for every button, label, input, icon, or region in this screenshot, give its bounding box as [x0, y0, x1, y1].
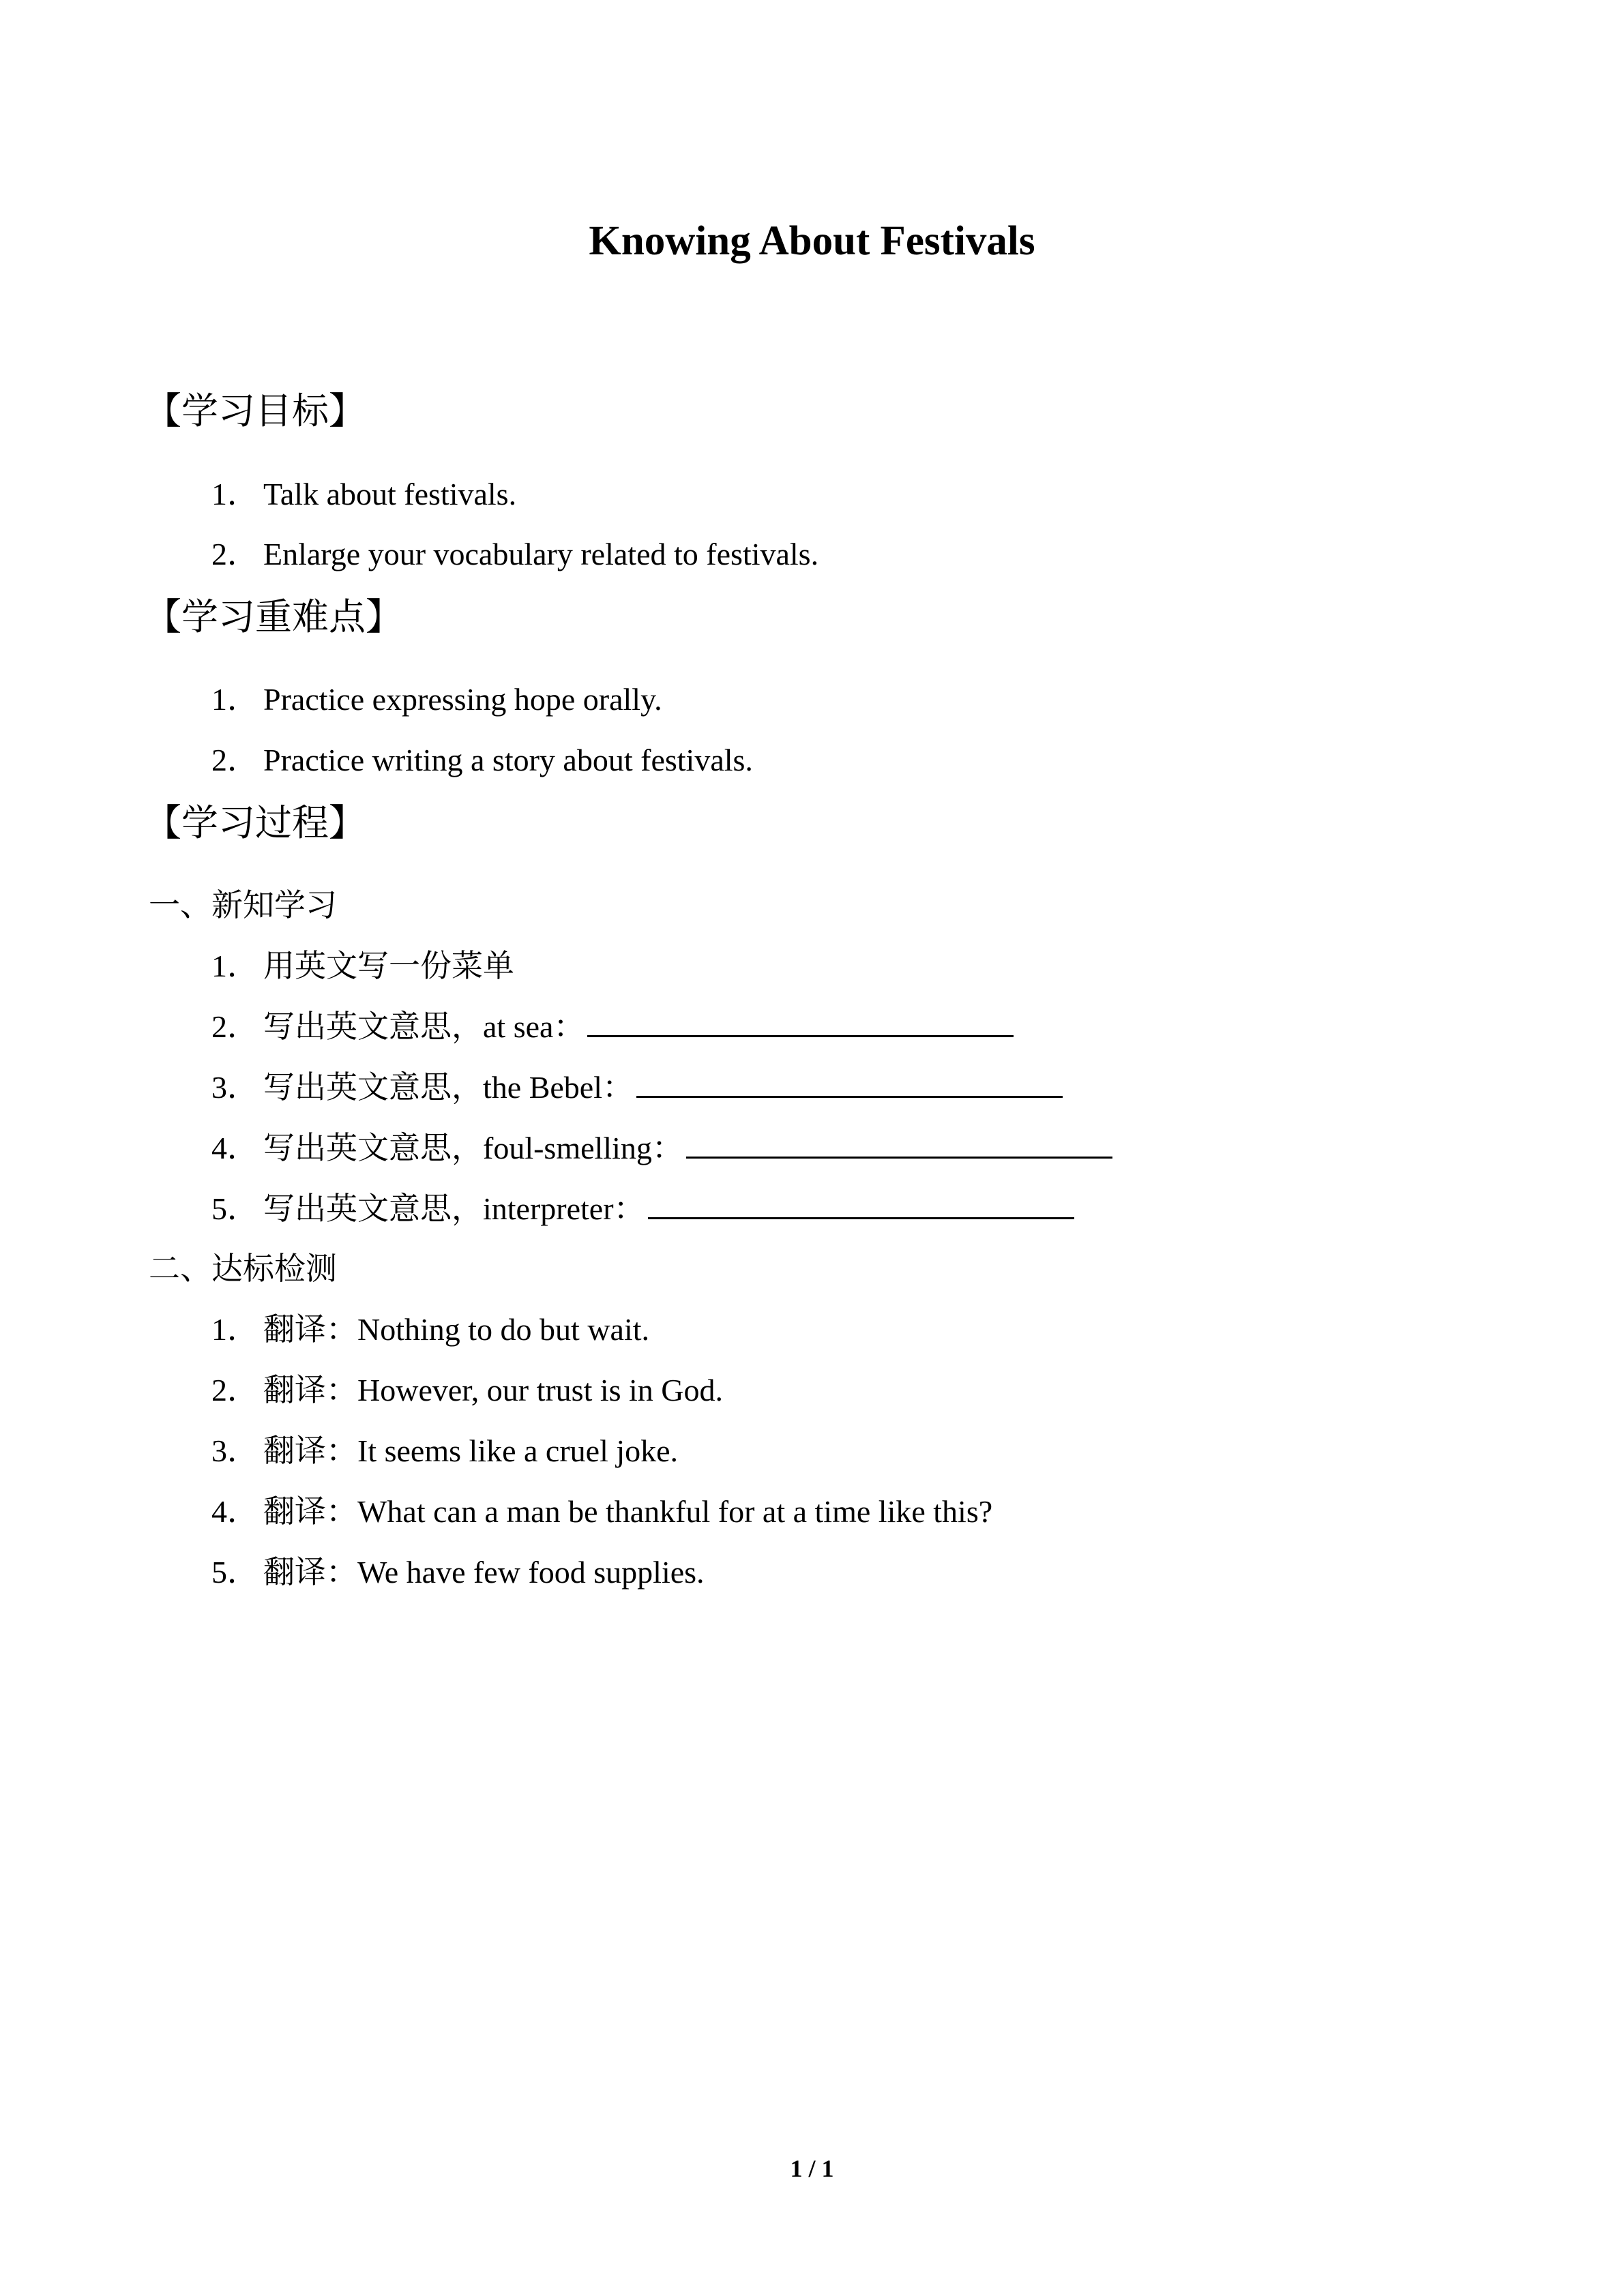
list-item: [211, 535, 818, 573]
part-heading-new-knowledge: 一、新知学习: [149, 888, 337, 923]
item-text: 翻译：It seems like a cruel joke.: [263, 1433, 679, 1468]
item-number: 5．: [211, 1191, 259, 1226]
item-text: 写出英文意思，foul-smelling：: [263, 1131, 683, 1165]
item-number: 4．: [211, 1131, 259, 1165]
item-number: 2．: [211, 1373, 259, 1407]
list-item: [211, 1129, 1112, 1167]
item-number: 3．: [211, 1433, 259, 1468]
list-item: [211, 1553, 705, 1592]
item-number: 1．: [211, 949, 259, 983]
item-text: Practice writing a story about festivals.: [263, 743, 753, 777]
item-text: Enlarge your vocabulary related to festivals.: [263, 537, 819, 571]
item-text: 用英文写一份菜单: [263, 949, 514, 983]
list-item: [211, 1432, 678, 1470]
item-number: 1．: [211, 682, 259, 717]
item-text: 写出英文意思，at sea：: [263, 1009, 585, 1044]
page-title: Knowing About Festivals: [589, 218, 1035, 264]
list-item: [211, 1311, 649, 1349]
list-item: [211, 1190, 1074, 1228]
section-heading-process: 【学习过程】: [145, 801, 366, 844]
item-number: 2．: [211, 743, 259, 777]
list-item: [211, 1371, 723, 1410]
answer-blank[interactable]: [648, 1190, 1074, 1219]
item-text: 写出英文意思，the Bebel：: [263, 1070, 634, 1105]
page-number: 1 / 1: [790, 2155, 834, 2182]
answer-blank[interactable]: [636, 1069, 1063, 1098]
item-text: Talk about festivals.: [263, 477, 517, 511]
list-item: [211, 1493, 992, 1531]
section-heading-key-points: 【学习重难点】: [145, 595, 402, 638]
item-text: Practice expressing hope orally.: [263, 682, 662, 717]
answer-blank[interactable]: [587, 1008, 1014, 1037]
item-text: 翻译：We have few food supplies.: [263, 1555, 705, 1590]
item-number: 5．: [211, 1555, 259, 1590]
list-item: [211, 681, 662, 719]
list-item: [211, 947, 514, 985]
item-number: 2．: [211, 1009, 259, 1044]
item-text: 写出英文意思，interpreter：: [263, 1191, 645, 1226]
item-number: 1．: [211, 1312, 259, 1347]
part-heading-assessment: 二、达标检测: [149, 1251, 337, 1286]
item-text: 翻译：What can a man be thankful for at a time like this?: [263, 1494, 993, 1529]
list-item: [211, 1069, 1063, 1107]
list-item: [211, 1008, 1014, 1046]
item-number: 2．: [211, 537, 259, 571]
section-heading-objectives: 【学习目标】: [145, 389, 366, 432]
item-text: 翻译：Nothing to do but wait.: [263, 1312, 650, 1347]
item-text: 翻译：However, our trust is in God.: [263, 1373, 724, 1407]
item-number: 3．: [211, 1070, 259, 1105]
item-number: 4．: [211, 1494, 259, 1529]
list-item: [211, 475, 516, 513]
answer-blank[interactable]: [686, 1129, 1112, 1159]
list-item: [211, 741, 753, 779]
item-number: 1．: [211, 477, 259, 511]
